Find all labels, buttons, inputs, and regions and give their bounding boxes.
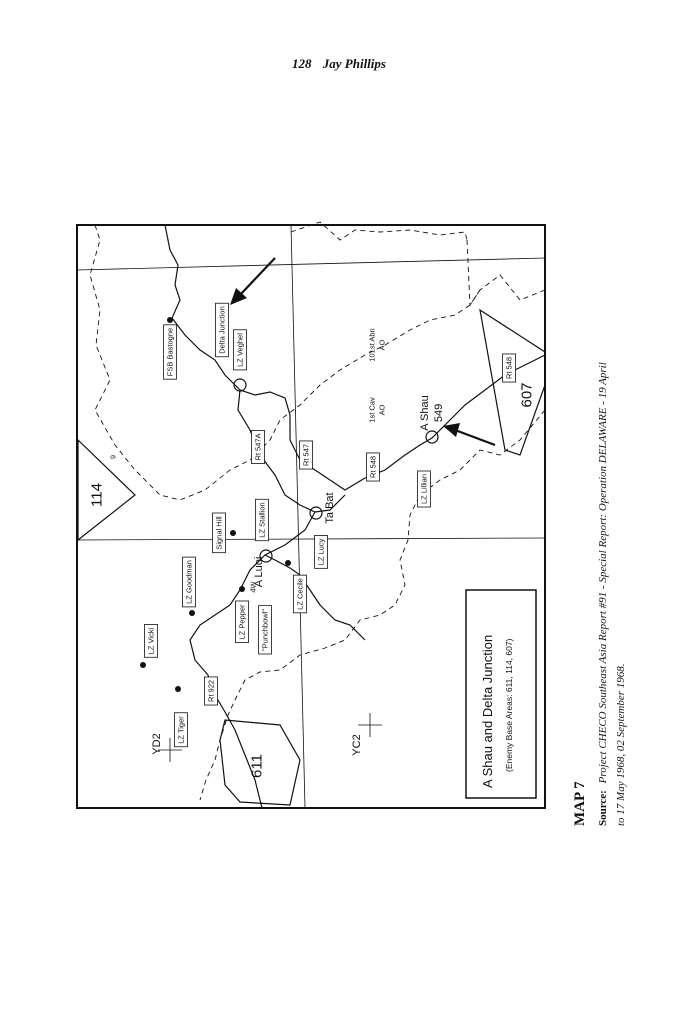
svg-text:LZ Vicki: LZ Vicki xyxy=(146,627,156,655)
svg-text:Rt 548: Rt 548 xyxy=(368,455,378,479)
dot-lz-cecile xyxy=(285,560,291,566)
map-caption-source-line2: to 17 May 1968, 02 September 1968. xyxy=(615,663,627,826)
source-label: Source: xyxy=(597,790,609,826)
map-caption-label: MAP 7 xyxy=(572,781,588,826)
airborne-ao-label-2 xyxy=(378,339,387,350)
svg-text:LZ Veghel: LZ Veghel xyxy=(235,333,245,367)
grid-line xyxy=(77,258,545,270)
svg-text:LZ Tiger: LZ Tiger xyxy=(176,716,186,744)
grid-line xyxy=(77,538,545,540)
base-area-114-label xyxy=(89,483,106,507)
svg-text:Rt 548: Rt 548 xyxy=(504,356,514,380)
lz-vicki-label xyxy=(145,624,158,657)
a-shau-549-label xyxy=(433,404,445,422)
base-area-611-label xyxy=(249,754,266,778)
svg-text:607: 607 xyxy=(518,382,536,408)
grid-yc2-label xyxy=(351,734,363,755)
first-cav-ao-label-2 xyxy=(378,404,387,415)
svg-text:AO: AO xyxy=(377,339,387,351)
border-line xyxy=(467,240,545,305)
lz-lucy-label xyxy=(315,535,328,568)
map-caption-source xyxy=(597,362,609,826)
lz-tiger-label xyxy=(175,713,188,747)
svg-text:LZ Stallion: LZ Stallion xyxy=(257,502,267,538)
arrow-a-shau xyxy=(443,423,495,445)
svg-text:Signal Hill: Signal Hill xyxy=(214,516,224,550)
svg-text:101st Abn: 101st Abn xyxy=(367,328,377,362)
svg-text:FSB Bastogne: FSB Bastogne xyxy=(165,327,175,377)
svg-text:YC2: YC2 xyxy=(351,734,363,756)
lz-lillian-label xyxy=(418,471,431,507)
lz-goodman-label xyxy=(183,557,196,607)
lz-cecile-label xyxy=(294,575,307,613)
svg-text:LZ Lillian: LZ Lillian xyxy=(419,473,429,505)
title-box xyxy=(466,590,536,798)
svg-text:LZ Pepper: LZ Pepper xyxy=(237,604,247,640)
svg-text:Rt 922: Rt 922 xyxy=(206,679,216,703)
svg-text:LZ Cecile: LZ Cecile xyxy=(295,578,305,610)
svg-text:4W: 4W xyxy=(248,581,258,593)
route-548-label-2 xyxy=(503,354,516,382)
svg-text:"Punchbowl": "Punchbowl" xyxy=(260,608,270,652)
border-line xyxy=(90,225,480,500)
map-title: A Shau and Delta Junction xyxy=(480,634,495,788)
grid-line xyxy=(291,225,305,808)
delta-junction-label xyxy=(216,303,229,357)
dot-lz-goodman xyxy=(189,610,195,616)
svg-text:AO: AO xyxy=(377,404,387,416)
source-line1: Project CHECO Southeast Asia Report #91 - Special Report: Operation DELAWARE - 19 April xyxy=(597,362,609,784)
svg-text:Rt 547A: Rt 547A xyxy=(253,433,263,461)
svg-text:Delta Junction: Delta Junction xyxy=(217,306,227,354)
airborne-ao-label xyxy=(368,328,377,361)
route-547a-label xyxy=(252,430,265,463)
route-922-label xyxy=(205,677,218,705)
svg-text:Ta Bat: Ta Bat xyxy=(324,492,336,524)
svg-text:Rt 547: Rt 547 xyxy=(301,443,311,467)
svg-text:A Luoi: A Luoi xyxy=(253,556,265,588)
map-subtitle: (Enemy Base Areas: 611, 114, 607) xyxy=(504,638,514,772)
svg-text:549: 549 xyxy=(433,403,445,423)
first-cav-ao-label xyxy=(368,397,377,423)
base-area-607-label xyxy=(519,382,536,407)
lz-pepper-label xyxy=(236,601,249,643)
svg-text:9: 9 xyxy=(108,454,118,460)
lz-circle-a-shau xyxy=(426,431,438,443)
small-mark-label-2 xyxy=(109,455,118,459)
dot-lz-pepper xyxy=(239,586,245,592)
author-name: Jay Phillips xyxy=(322,56,386,71)
arrow-delta-junction xyxy=(230,258,275,305)
svg-text:A Shau: A Shau xyxy=(419,395,431,431)
svg-text:YD2: YD2 xyxy=(151,733,163,755)
dot-lz-tiger xyxy=(175,686,181,692)
svg-text:1st Cav: 1st Cav xyxy=(367,397,377,423)
route-547-label xyxy=(300,441,313,469)
svg-text:LZ Lucy: LZ Lucy xyxy=(316,538,326,566)
a-shau-label xyxy=(419,395,431,430)
lz-circle-ta-bat xyxy=(310,507,322,519)
page-number: 128 xyxy=(292,56,312,71)
signal-hill-label xyxy=(213,513,226,553)
fsb-bastogne-label xyxy=(164,325,177,379)
route-548-label xyxy=(367,453,380,481)
punchbowl-label xyxy=(259,606,272,654)
dot-fsb-bastogne xyxy=(167,317,173,323)
grid-cross xyxy=(358,713,382,737)
dot-lz-vicki xyxy=(140,662,146,668)
grid-yd2-label xyxy=(151,733,163,754)
svg-text:114: 114 xyxy=(88,483,106,507)
lz-stallion-label xyxy=(256,499,269,540)
dot-signal-hill xyxy=(230,530,236,536)
ta-bat-label xyxy=(324,492,336,523)
small-mark-label xyxy=(249,580,258,592)
base-area-114 xyxy=(78,440,135,540)
svg-text:LZ Goodman: LZ Goodman xyxy=(184,560,194,604)
svg-text:611: 611 xyxy=(248,754,266,778)
lz-veghel-label xyxy=(234,330,247,370)
